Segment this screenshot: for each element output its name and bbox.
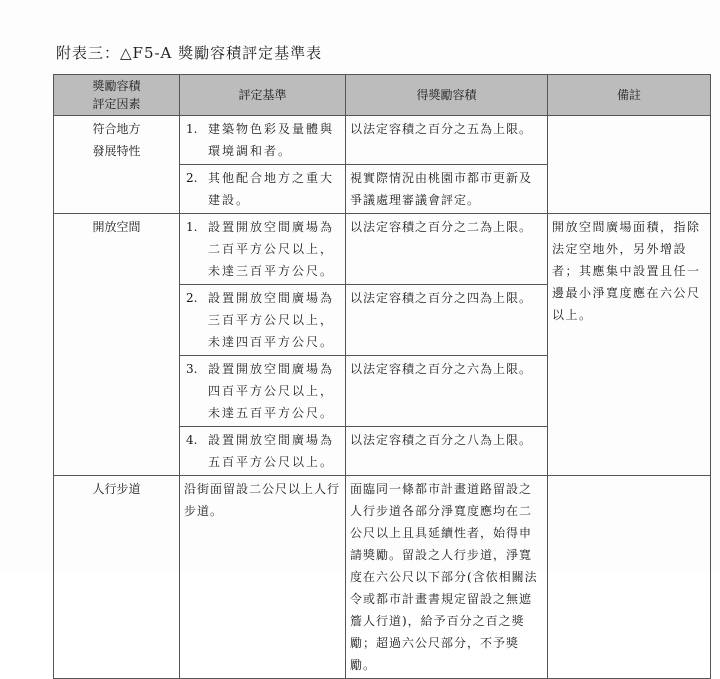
note-cell bbox=[548, 476, 711, 679]
criteria-text: 設置開放空間廣場為五百平方公尺以上。 bbox=[208, 433, 335, 469]
criteria-number: 2. bbox=[186, 171, 198, 185]
factor-line1: 開放空間 bbox=[92, 220, 141, 234]
header-note: 備註 bbox=[548, 75, 711, 116]
header-row bbox=[54, 75, 711, 116]
criteria-number: 1. bbox=[186, 122, 198, 136]
table-row bbox=[54, 214, 711, 285]
bonus-cell: 以法定容積之百分之二為上限。 bbox=[346, 214, 548, 285]
criteria-number: 3. bbox=[186, 362, 198, 376]
criteria-number: 1. bbox=[186, 220, 198, 234]
factor-line1: 人行步道 bbox=[92, 482, 141, 496]
header-factor bbox=[54, 75, 180, 116]
factor-cell bbox=[54, 214, 180, 476]
criteria-number: 2. bbox=[186, 291, 198, 305]
header-factor-line2: 評定因素 bbox=[92, 97, 141, 111]
bonus-cell: 以法定容積之百分之四為上限。 bbox=[346, 285, 548, 356]
factor-cell bbox=[54, 476, 180, 679]
bonus-criteria-table bbox=[53, 74, 711, 679]
criteria-number: 4. bbox=[186, 433, 198, 447]
factor-cell bbox=[54, 116, 180, 214]
criteria-cell bbox=[180, 165, 346, 214]
note-cell: 開放空間廣場面積，指除法定空地外，另外增設者；其應集中設置且任一邊最小淨寬度應在六公尺以上。 bbox=[548, 214, 711, 476]
criteria-text: 設置開放空間廣場為二百平方公尺以上，未達三百平方公尺。 bbox=[208, 220, 335, 278]
bonus-cell: 視實際情況由桃園市都市更新及爭議處理審議會評定。 bbox=[346, 165, 548, 214]
criteria-text: 設置開放空間廣場為三百平方公尺以上，未達四百平方公尺。 bbox=[208, 291, 335, 349]
header-factor-line1: 獎勵容積 bbox=[92, 79, 141, 93]
header-criteria: 評定基準 bbox=[180, 75, 346, 116]
criteria-cell bbox=[180, 116, 346, 165]
header-bonus: 得獎勵容積 bbox=[346, 75, 548, 116]
criteria-cell bbox=[180, 356, 346, 427]
criteria-cell bbox=[180, 214, 346, 285]
criteria-cell bbox=[180, 285, 346, 356]
criteria-text: 設置開放空間廣場為四百平方公尺以上，未達五百平方公尺。 bbox=[208, 362, 335, 420]
factor-line1: 符合地方 bbox=[92, 122, 141, 136]
criteria-cell: 沿街面留設二公尺以上人行步道。 bbox=[180, 476, 346, 679]
criteria-text: 建築物色彩及量體與環境調和者。 bbox=[208, 122, 335, 158]
note-cell bbox=[548, 116, 711, 214]
criteria-text: 其他配合地方之重大建設。 bbox=[208, 171, 335, 207]
bonus-cell: 面臨同一條都市計畫道路留設之人行步道各部分淨寬度應均在二公尺以上且具延續性者，始得申請獎勵。留設之人行步道，淨寬度在六公尺以下部分(含依相關法令或都市計畫書規定留設之無遮簷人行道)，給予百分之百之獎勵；超過六公尺部分，不予獎勵。 bbox=[346, 476, 548, 679]
bonus-cell: 以法定容積之百分之六為上限。 bbox=[346, 356, 548, 427]
table-row bbox=[54, 476, 711, 679]
table-title: 附表三：△F5-A 獎勵容積評定基準表 bbox=[56, 44, 323, 62]
bonus-cell: 以法定容積之百分之五為上限。 bbox=[346, 116, 548, 165]
factor-line2: 發展特性 bbox=[92, 144, 141, 158]
bonus-cell: 以法定容積之百分之八為上限。 bbox=[346, 427, 548, 476]
table-row bbox=[54, 116, 711, 165]
criteria-cell bbox=[180, 427, 346, 476]
